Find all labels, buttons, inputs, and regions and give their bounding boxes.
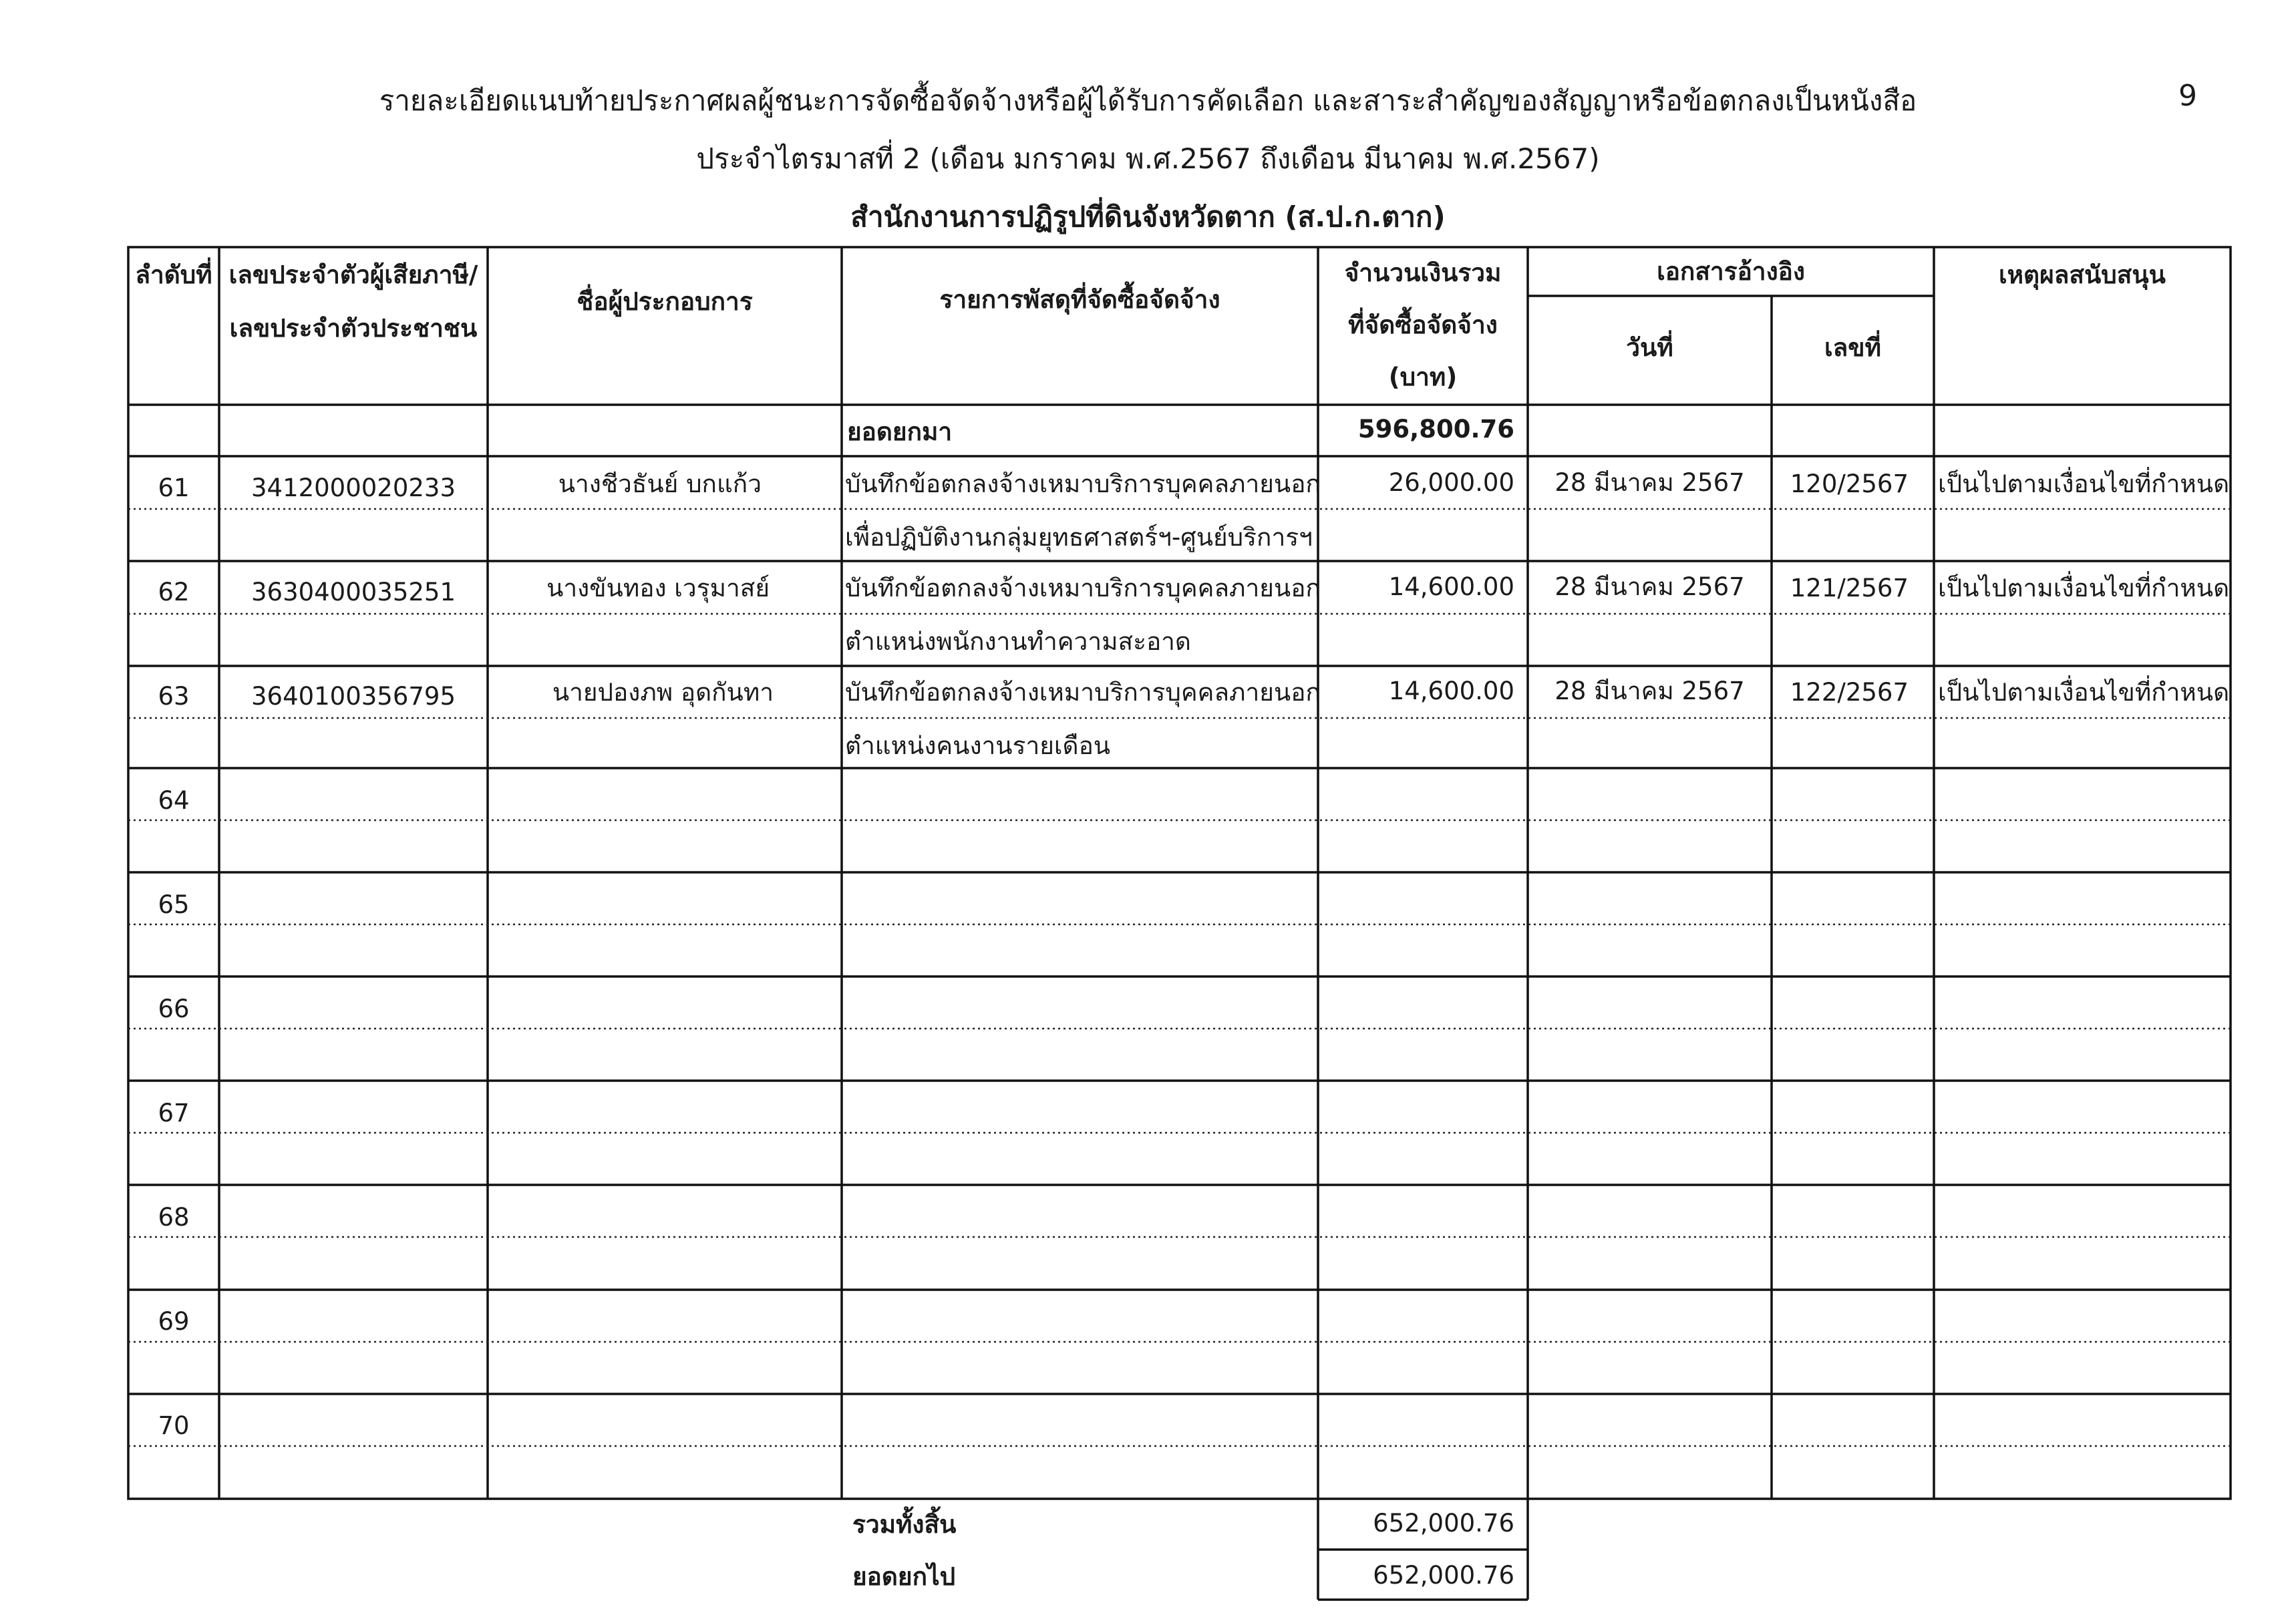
grand-total-amount: 652,000.76 [1373,1509,1514,1538]
table-row-reason: เป็นไปตามเงื่อนไขที่กำหนด [1938,678,2230,707]
table-row-ref-date: 28 มีนาคม 2567 [1554,677,1745,705]
table-row-item-line2: ตำแหน่งพนักงานทำความสะอาด [845,627,1191,656]
page-number: 9 [2178,79,2197,113]
table-row-ref-no: 120/2567 [1790,470,1909,498]
carried-out-label: ยอดยกไป [852,1562,956,1591]
carried-in-label: ยอดยกมา [847,417,953,446]
table-row-vendor: นางขันทอง เวรุมาสย์ [546,574,770,602]
table-row-seq: 70 [158,1411,190,1440]
col-header-reason: เหตุผลสนับสนุน [1999,260,2166,289]
table-row-taxid: 3412000020233 [251,474,456,502]
table-row-seq: 62 [158,578,190,606]
table-row-seq: 64 [158,786,190,815]
office-name: สำนักงานการปฏิรูปที่ดินจังหวัดตาก (ส.ป.ก.ตาก) [850,200,1446,233]
col-header-ref-date: วันที่ [1626,333,1673,362]
table-row-amount: 14,600.00 [1388,677,1514,705]
table-row-item-line1: บันทึกข้อตกลงจ้างเหมาบริการบุคคลภายนอก [845,678,1321,707]
col-header-taxid-line2: เลขประจำตัวประชาชน [229,314,478,343]
table-row-ref-no: 121/2567 [1790,574,1909,602]
table-row-item-line1: บันทึกข้อตกลงจ้างเหมาบริการบุคคลภายนอก [845,470,1321,498]
table-row-reason: เป็นไปตามเงื่อนไขที่กำหนด [1938,574,2230,602]
col-header-reference: เอกสารอ้างอิง [1657,257,1805,286]
table-row-seq: 69 [158,1307,190,1336]
table-row-seq: 66 [158,995,190,1023]
carried-out-amount: 652,000.76 [1373,1561,1514,1590]
table-row-seq: 61 [158,474,190,502]
table-row-seq: 67 [158,1099,190,1127]
quarter-subtitle: ประจำไตรมาสที่ 2 (เดือน มกราคม พ.ศ.2567 ถึงเดือน มีนาคม พ.ศ.2567) [696,142,1600,175]
table-row-seq: 65 [158,890,190,919]
carried-in-amount: 596,800.76 [1357,415,1514,443]
table-row-ref-date: 28 มีนาคม 2567 [1554,468,1745,497]
col-header-ref-no: เลขที่ [1824,333,1881,362]
table-row-vendor: นายปองภพ อุดกันทา [552,678,774,707]
table-row-vendor: นางชีวธันย์ บกแก้ว [558,470,762,498]
col-header-seq: ลำดับที่ [135,260,212,289]
col-header-amount-line1: จำนวนเงินรวม [1344,258,1502,287]
col-header-amount-line2: ที่จัดซื้อจัดจ้าง [1348,311,1498,339]
table-row-seq: 63 [158,682,190,711]
table-row-item-line2: เพื่อปฏิบัติงานกลุ่มยุทธศาสตร์ฯ-ศูนย์บริการฯ [845,523,1313,552]
col-header-vendor: ชื่อผู้ประกอบการ [577,287,753,316]
table-row-item-line1: บันทึกข้อตกลงจ้างเหมาบริการบุคคลภายนอก [845,574,1321,602]
table-row-reason: เป็นไปตามเงื่อนไขที่กำหนด [1938,470,2230,498]
table-row-ref-no: 122/2567 [1790,678,1909,707]
table-row-ref-date: 28 มีนาคม 2567 [1554,572,1745,601]
grand-total-label: รวมทั้งสิ้น [852,1510,957,1539]
table-row-amount: 26,000.00 [1388,468,1514,497]
table-row-item-line2: ตำแหน่งคนงานรายเดือน [845,731,1111,760]
document-title: รายละเอียดแนบท้ายประกาศผลผู้ชนะการจัดซื้อจัดจ้างหรือผู้ได้รับการคัดเลือก และสาระสำคัญของสัญญาหรือข้อตกลงเป็นหนังสือ [379,84,1917,117]
col-header-taxid-line1: เลขประจำตัวผู้เสียภาษี/ [228,260,478,289]
table-row-amount: 14,600.00 [1388,572,1514,601]
col-header-item: รายการพัสดุที่จัดซื้อจัดจ้าง [939,285,1220,314]
table-row-taxid: 3630400035251 [251,578,456,606]
table-row-taxid: 3640100356795 [251,682,456,711]
table-row-seq: 68 [158,1203,190,1232]
col-header-amount-line3: (บาท) [1388,363,1458,391]
